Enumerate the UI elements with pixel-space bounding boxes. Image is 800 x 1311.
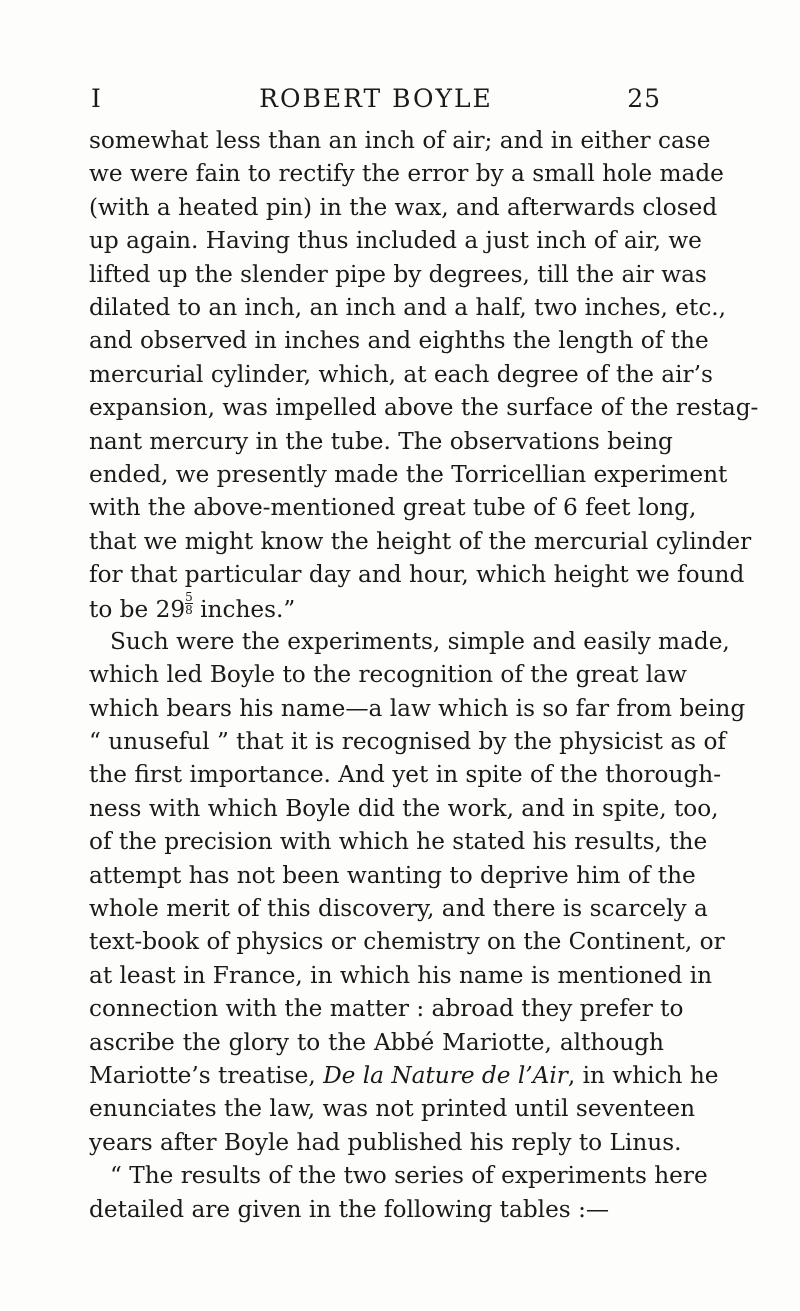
paragraph-end-line: detailed are given in the following tables :— bbox=[89, 1195, 610, 1223]
chapter-number: I bbox=[91, 84, 102, 113]
text-line: ended, we presently made the Torricellian experiment bbox=[89, 460, 728, 488]
fraction-five-eighths bbox=[185, 591, 193, 616]
text-line: which bears his name—a law which is so far from being bbox=[89, 694, 746, 722]
quote-end-after: inches.” bbox=[192, 596, 296, 624]
text-line: up again. Having thus included a just inch of air, we bbox=[89, 227, 702, 255]
text-line: text-book of physics or chemistry on the Continent, or bbox=[89, 928, 725, 956]
text-line: somewhat less than an inch of air; and in either case bbox=[89, 127, 711, 154]
treatise-title: De la Nature de l’Air bbox=[323, 1061, 568, 1089]
page-number: 25 bbox=[627, 84, 661, 113]
text-line: enunciates the law, was not printed until seventeen bbox=[89, 1095, 695, 1123]
text-line: of the precision with which he stated his results, the bbox=[89, 828, 708, 856]
text-line: at least in France, in which his name is mentioned in bbox=[89, 961, 713, 989]
text-line: for that particular day and hour, which height we found bbox=[89, 561, 745, 589]
text-line: ascribe the glory to the Abbé Mariotte, although bbox=[89, 1028, 664, 1056]
text-line: mercurial cylinder, which, at each degree of the air’s bbox=[89, 360, 713, 388]
fraction-numerator: 5 bbox=[185, 590, 193, 605]
text-line: that we might know the height of the mercurial cylinder bbox=[89, 527, 752, 555]
text-line: whole merit of this discovery, and there is scarcely a bbox=[89, 894, 708, 922]
text-line: attempt has not been wanting to deprive him of the bbox=[89, 861, 696, 889]
quote-end-before: to be 29 bbox=[89, 596, 186, 624]
paragraph-end-line: years after Boyle had published his reply to Linus. bbox=[89, 1128, 682, 1156]
text-line: connection with the matter : abroad they prefer to bbox=[89, 995, 684, 1023]
paragraph-start-line: Such were the experiments, simple and easily made, bbox=[110, 627, 730, 655]
quote-end-line bbox=[89, 591, 664, 624]
running-head bbox=[91, 84, 661, 118]
fraction-denominator: 8 bbox=[185, 603, 193, 618]
text-line: ness with which Boyle did the work, and in spite, too, bbox=[89, 794, 719, 822]
text-line: “ unuseful ” that it is recognised by the physicist as of bbox=[89, 728, 726, 756]
treatise-line bbox=[89, 1059, 719, 1092]
text-line: we were fain to rectify the error by a small hole made bbox=[89, 160, 724, 188]
text-line: with the above-mentioned great tube of 6 feet long, bbox=[89, 494, 697, 522]
text-line: dilated to an inch, an inch and a half, two inches, etc., bbox=[89, 293, 727, 321]
treatise-before: Mariotte’s treatise, bbox=[89, 1061, 324, 1089]
treatise-after: , in which he bbox=[567, 1061, 719, 1089]
text-line: lifted up the slender pipe by degrees, till the air was bbox=[89, 260, 707, 288]
text-line: the first importance. And yet in spite of the thorough- bbox=[89, 761, 722, 789]
text-line: (with a heated pin) in the wax, and afterwards closed bbox=[89, 193, 718, 221]
body-text bbox=[89, 124, 759, 1226]
paragraph-start-line: “ The results of the two series of experiments here bbox=[110, 1162, 708, 1190]
text-line: expansion, was impelled above the surface of the restag- bbox=[89, 394, 759, 422]
text-line: nant mercury in the tube. The observations being bbox=[89, 427, 673, 455]
running-title: ROBERT BOYLE bbox=[259, 84, 493, 113]
text-line: and observed in inches and eighths the length of the bbox=[89, 327, 709, 355]
text-line: which led Boyle to the recognition of the great law bbox=[89, 661, 687, 689]
